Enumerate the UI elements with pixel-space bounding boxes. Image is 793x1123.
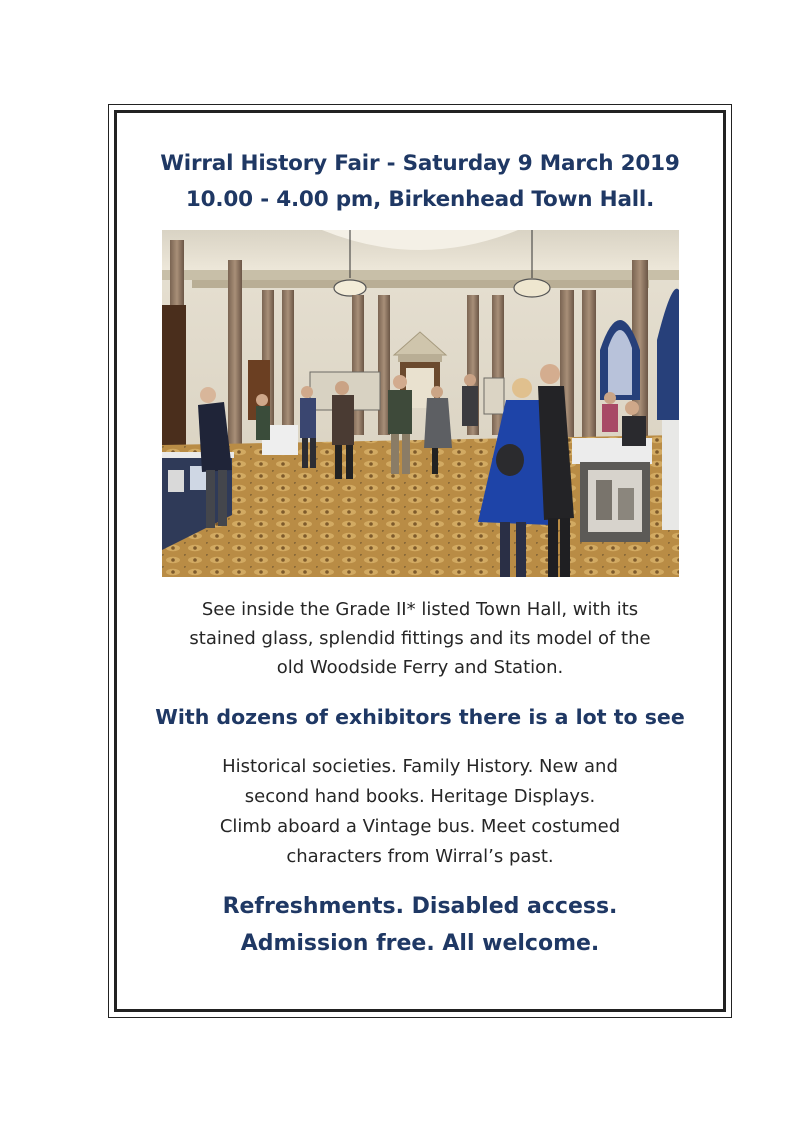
town-hall-interior-photo bbox=[162, 230, 679, 577]
venue-description bbox=[120, 595, 720, 682]
features-line: second hand books. Heritage Displays. bbox=[244, 786, 596, 807]
description-line: old Woodside Ferry and Station. bbox=[276, 657, 564, 678]
description-line: See inside the Grade II* listed Town Hall, with its bbox=[201, 599, 639, 620]
access-info-line-2: Admission free. All welcome. bbox=[240, 931, 600, 956]
access-info-line-1: Refreshments. Disabled access. bbox=[222, 894, 618, 919]
poster-content bbox=[120, 116, 720, 962]
access-info bbox=[120, 888, 720, 962]
event-title-line-2: 10.00 - 4.00 pm, Birkenhead Town Hall. bbox=[185, 187, 655, 212]
event-title bbox=[120, 146, 720, 218]
features-text bbox=[120, 752, 720, 872]
event-title-line-1: Wirral History Fair - Saturday 9 March 2019 bbox=[160, 151, 680, 176]
features-line: Climb aboard a Vintage bus. Meet costumed bbox=[219, 816, 621, 837]
features-line: characters from Wirral’s past. bbox=[286, 846, 554, 867]
description-line: stained glass, splendid fittings and its model of the bbox=[189, 628, 651, 649]
features-line: Historical societies. Family History. New and bbox=[222, 756, 618, 777]
exhibitors-heading: With dozens of exhibitors there is a lot to see bbox=[155, 705, 685, 729]
